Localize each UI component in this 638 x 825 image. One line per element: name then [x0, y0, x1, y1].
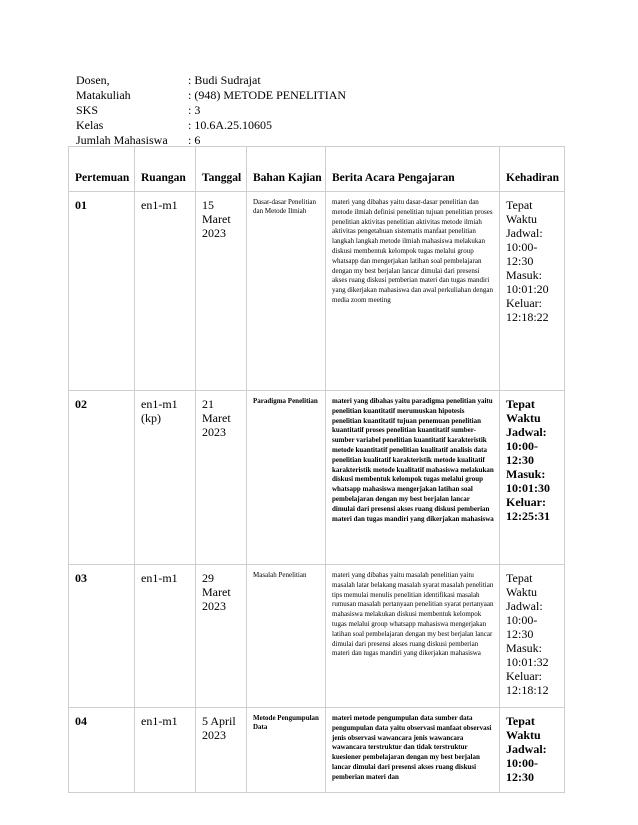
- header-bahan-kajian: Bahan Kajian: [247, 147, 326, 192]
- header-ruangan: Ruangan: [135, 147, 196, 192]
- row-ruangan: en1-m1: [135, 565, 196, 708]
- sks-label: SKS: [76, 103, 99, 117]
- info-row-kelas: [76, 118, 346, 133]
- dosen-label: Dosen,: [76, 73, 110, 87]
- row-kehadiran: Tepat Waktu Jadwal: 10:00-12:30 Masuk: 10:01:30 Keluar: 12:25:31: [500, 391, 565, 565]
- row-bahan-kajian: Metode Pengumpulan Data: [247, 708, 326, 793]
- berita-acara-table: [68, 146, 565, 793]
- row-tanggal: 29 Maret 2023: [196, 565, 247, 708]
- header-tanggal: Tanggal: [196, 147, 247, 192]
- row-tanggal: 21 Maret 2023: [196, 391, 247, 565]
- table-row: [69, 391, 565, 565]
- row-ruangan: en1-m1 (kp): [135, 391, 196, 565]
- kelas-value: : 10.6A.25.10605: [188, 118, 272, 132]
- row-number: 01: [69, 192, 135, 391]
- row-bahan-kajian: Dasar-dasar Penelitian dan Metode Ilmiah: [247, 192, 326, 391]
- info-row-matakuliah: [76, 88, 346, 103]
- row-ruangan: en1-m1: [135, 192, 196, 391]
- header-kehadiran: Kehadiran: [500, 147, 565, 192]
- row-berita-acara: materi yang dibahas yaitu masalah penelitian yaitu masalah latar belakang masalah syarat masalah penelitian tips memulai menulis penelitian identifikasi masalah rumusan masalah pertanyaan penelitian syarat pertanyaan mahasiswa melakukan diskusi membentuk kelompok tugas melalui group whatsapp mahasiswa mengerjakan latihan soal pembelajaran dengan my best berjalan lancar dimulai dari presensi akses ruang diskusi pemberian materi dan tugas mandiri yang dikerjakan mahasiswa: [326, 565, 500, 708]
- row-bahan-kajian: Paradigma Penelitian: [247, 391, 326, 565]
- kelas-label: Kelas: [76, 118, 104, 132]
- header-berita-acara: Berita Acara Pengajaran: [326, 147, 500, 192]
- row-number: 03: [69, 565, 135, 708]
- header-pertemuan: Pertemuan: [69, 147, 135, 192]
- info-row-dosen: [76, 73, 346, 88]
- table-row: [69, 708, 565, 793]
- matakuliah-label: Matakuliah: [76, 88, 131, 102]
- row-number: 04: [69, 708, 135, 793]
- row-berita-acara: materi yang dibahas yaitu paradigma penelitian yaitu penelitian kuantitatif merumuskan hipotesis penelitian kuantitatif tujuan penemuan penelitian kuantitatif proses penelitian kuantitatif sumber-sumber variabel penelitian kuantitatif karakteristik metode kuantitatif penelitian kualitatif analisis data penelitian kualitatif karakteristik metode kualitatif karakteristik metode kualitatif mahasiswa melakukan diskusi membentuk kelompok tugas melalui group whatsapp mahasiswa mengerjakan latihan soal pembelajaran dengan my best berjalan lancar dimulai dari presensi akses ruang diskusi pemberian materi dan tugas mandiri yang dikerjakan mahasiswa: [326, 391, 500, 565]
- row-berita-acara: materi metode pengumpulan data sumber data pengumpulan data yaitu observasi manfaat observasi jenis observasi wawancara jenis wawancara wawancara terstruktur dan tidak terstruktur kuesioner pembelajaran dengan my best berjalan lancar dimulai dari presensi akses ruang diskusi pemberian materi dan: [326, 708, 500, 793]
- jumlah-label: Jumlah Mahasiswa: [76, 133, 168, 147]
- table-row: [69, 192, 565, 391]
- table-row: [69, 565, 565, 708]
- row-kehadiran: Tepat Waktu Jadwal: 10:00-12:30 Masuk: 10:01:20 Keluar: 12:18:22: [500, 192, 565, 391]
- row-tanggal: 15 Maret 2023: [196, 192, 247, 391]
- row-ruangan: en1-m1: [135, 708, 196, 793]
- sks-value: : 3: [188, 103, 201, 117]
- row-number: 02: [69, 391, 135, 565]
- course-info: [76, 73, 346, 148]
- table-header-row: [69, 147, 565, 192]
- info-row-sks: [76, 103, 346, 118]
- row-kehadiran: Tepat Waktu Jadwal: 10:00-12:30 Masuk: 10:01:32 Keluar: 12:18:12: [500, 565, 565, 708]
- dosen-value: : Budi Sudrajat: [188, 73, 261, 87]
- row-berita-acara: materi yang dibahas yaitu dasar-dasar penelitian dan metode ilmiah definisi penelitian tujuan penelitian proses penelitian aktivitas penelitian aktivitas metode ilmiah aktivitas pengetahuan sistematis manfaat penelitian langkah langkah metode ilmiah mahasiswa melakukan diskusi membentuk kelompok tugas melalui group whatsapp dan mengerjakan latihan soal pembelajaran dengan my best berjalan lancar dimulai dari presensi akses ruang diskusi pemberian materi dan tugas mandiri yang dikerjakan mahasiswa dan awal perkuliahan dengan media zoom meeting: [326, 192, 500, 391]
- row-kehadiran: Tepat Waktu Jadwal: 10:00-12:30: [500, 708, 565, 793]
- row-tanggal: 5 April 2023: [196, 708, 247, 793]
- row-bahan-kajian: Masalah Penelitian: [247, 565, 326, 708]
- matakuliah-value: : (948) METODE PENELITIAN: [188, 88, 347, 102]
- jumlah-value: : 6: [188, 133, 201, 147]
